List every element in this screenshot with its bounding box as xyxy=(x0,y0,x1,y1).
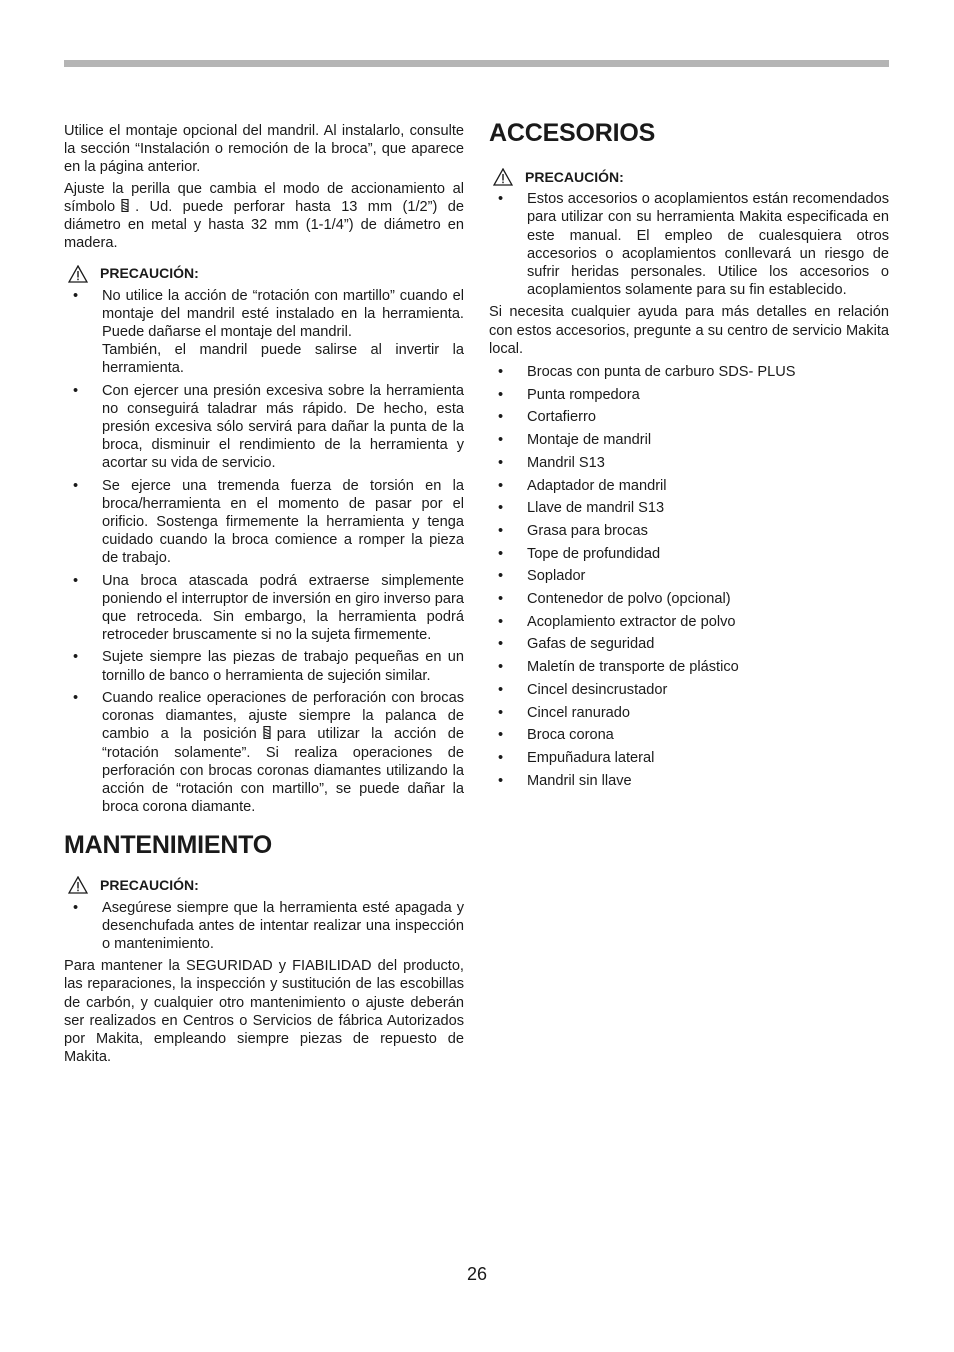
warning-triangle-icon xyxy=(68,265,88,283)
list-item: • Brocas con punta de carburo SDS- PLUS xyxy=(498,364,796,381)
list-item: • Adaptador de mandril xyxy=(498,477,667,494)
list-item: • Tope de profundidad xyxy=(498,545,661,562)
caution-text: Asegúrese siempre que la herramienta esté apagada y desenchufada antes de intentar realizar una inspección o mantenimiento. xyxy=(102,899,464,952)
list-item: • Broca corona xyxy=(498,727,614,744)
list-item: • Estos accesorios o acoplamientos están recomendados para utilizar con su herramienta Makita especificada en este manual. El empleo de cualesquiera otros accesorios o acoplamientos conllevará un riesgo de sufrir heridas personales. Utilice los accesorios o acoplamientos solamente para su fin establecido. xyxy=(498,191,889,299)
caution-text: Con ejercer una presión excesiva sobre la herramienta no conseguirá taladrar más rápido. De hecho, esta presión excesiva sólo servirá para dañar la punta de la broca, disminuir el rendimiento de la herramienta y acortar su vida de servicio. xyxy=(102,382,464,472)
list-item: • Mandril S13 xyxy=(498,454,605,471)
list-item: • Cortafierro xyxy=(498,409,596,426)
caution-text: También, el mandril puede salirse al invertir la herramienta. xyxy=(102,342,464,377)
caution-heading xyxy=(68,264,464,282)
list-item: • No utilice la acción de “rotación con martillo” cuando el montaje del mandril esté instalado en la herramienta. Puede dañarse el montaje del mandril. También, el mandril puede salirse al invertir la herramienta. xyxy=(73,287,464,377)
list-item: • Soplador xyxy=(498,568,586,585)
list-item: • Con ejercer una presión excesiva sobre la herramienta no conseguirá taladrar más rápido. De hecho, esta presión excesiva sólo servirá para dañar la punta de la broca, disminuir el rendimiento de la herramienta y acortar su vida de servicio. xyxy=(73,382,464,472)
accessories-title: ACCESORIOS xyxy=(489,119,656,147)
list-item: • Montaje de mandril xyxy=(498,432,652,449)
drill-rotation-symbol-icon xyxy=(263,726,271,739)
left-column xyxy=(64,122,464,1069)
list-item: • Grasa para brocas xyxy=(498,522,648,539)
list-item: • Se ejerce una tremenda fuerza de torsión en la broca/herramienta en el momento de pasar por el orificio. Sostenga firmemente la herramienta y tenga cuidado cuando la broca comience a romper la pieza de trabajo. xyxy=(73,477,464,567)
accessories-caution-list xyxy=(489,190,889,299)
list-item: • Una broca atascada podrá extraerse simplemente poniendo el interruptor de inversión en giro inverso para que retroceda. Sin embargo, la herramienta podrá retroceder bruscamente si no la sujeta firmemente. xyxy=(73,572,464,644)
header-rule xyxy=(64,60,889,67)
caution-label: PRECAUCIÓN: xyxy=(100,877,199,894)
drill-rotation-symbol-icon xyxy=(121,199,129,212)
list-item: • Acoplamiento extractor de polvo xyxy=(498,613,736,630)
intro-paragraph-1: Utilice el montaje opcional del mandril. Al instalarlo, consulte la sección “Instalación o remoción de la broca”, que aparece en la página anterior. xyxy=(64,123,464,176)
caution-list xyxy=(64,287,464,817)
warning-triangle-icon xyxy=(493,168,513,186)
warning-triangle-icon xyxy=(68,876,88,894)
list-item: • Maletín de transporte de plástico xyxy=(498,659,739,676)
list-item: • Punta rompedora xyxy=(498,386,640,403)
list-item: • Mandril sin llave xyxy=(498,772,632,789)
list-item: • Gafas de seguridad xyxy=(498,636,655,653)
maintenance-caution-list xyxy=(64,899,464,954)
caution-text: Cuando realice operaciones de perforación con brocas coronas diamantes, ajuste siempre la palanca de cambio a la posición xyxy=(102,689,464,743)
intro-text-b: . Ud. puede perforar hasta 13 mm (1/2”) de diámetro en metal y hasta 32 mm (1-1/4”) de diámetro en madera. xyxy=(64,198,464,252)
page-number: 26 xyxy=(466,1264,488,1284)
list-item: • Asegúrese siempre que la herramienta esté apagada y desenchufada antes de intentar realizar una inspección o mantenimiento. xyxy=(73,899,464,952)
caution-heading xyxy=(68,876,464,894)
accessories-list xyxy=(489,363,889,790)
intro-paragraph-2 xyxy=(64,180,464,253)
caution-text: Una broca atascada podrá extraerse simplemente poniendo el interruptor de inversión en giro inverso para que retroceda. Sin embargo, la herramienta podrá retroceder bruscamente si no la sujeta firmemente. xyxy=(102,572,464,644)
list-item: • Empuñadura lateral xyxy=(498,749,655,766)
list-item: • Cincel desincrustador xyxy=(498,681,668,698)
caution-heading xyxy=(493,168,889,186)
list-item: • Llave de mandril S13 xyxy=(498,500,665,517)
caution-text: No utilice la acción de “rotación con martillo” cuando el montaje del mandril esté instalado en la herramienta. Puede dañarse el montaje del mandril. xyxy=(102,287,464,341)
caution-text: Se ejerce una tremenda fuerza de torsión en la broca/herramienta en el momento de pasar por el orificio. Sostenga firmemente la herramienta y tenga cuidado cuando la broca comience a romper la pieza de trabajo. xyxy=(102,477,464,567)
list-item: • Contenedor de polvo (opcional) xyxy=(498,591,731,608)
list-item: • Sujete siempre las piezas de trabajo pequeñas en un tornillo de banco o herramienta de sujeción similar. xyxy=(73,649,464,684)
intro-text-a: Ajuste la perilla que cambia el modo de accionamiento al símbolo xyxy=(64,180,464,215)
caution-label: PRECAUCIÓN: xyxy=(525,169,624,185)
caution-text: Sujete siempre las piezas de trabajo pequeñas en un tornillo de banco o herramienta de sujeción similar. xyxy=(102,649,464,684)
caution-text: para utilizar la acción de “rotación solamente”. Si realiza operaciones de perforación con brocas coronas diamantes utilizando la acción de “rotación con martillo”, se puede dañar la broca corona diamante. xyxy=(102,726,464,816)
caution-label: PRECAUCIÓN: xyxy=(100,265,199,282)
right-column xyxy=(489,118,889,794)
list-item: • Cuando realice operaciones de perforación con brocas coronas diamantes, ajuste siempre la palanca de cambio a la posición para utilizar la acción de “rotación solamente”. Si realiza operaciones de perforación con brocas coronas diamantes utilizando la acción de “rotación con martillo”, se puede dañar la broca corona diamante. xyxy=(73,689,464,816)
maintenance-title: MANTENIMIENTO xyxy=(64,831,273,860)
maintenance-paragraph: Para mantener la SEGURIDAD y FIABILIDAD del producto, las reparaciones, la inspección y sustitución de las escobillas de carbón, y cualquier otro mantenimiento o ajuste deberán ser realizados en Centros o Servicios de fábrica Autorizados por Makita, empleando siempre piezas de repuesto de Makita. xyxy=(64,958,464,1066)
caution-text: Estos accesorios o acoplamientos están recomendados para utilizar con su herramienta Makita especificada en este manual. El empleo de cualesquiera otros accesorios o acoplamientos conllevará un riesgo de sufrir heridas personales. Utilice los accesorios o acoplamientos solamente para su fin establecido. xyxy=(527,191,889,299)
list-item: • Cincel ranurado xyxy=(498,704,631,721)
help-paragraph: Si necesita cualquier ayuda para más detalles en relación con estos accesorios, pregunte a su centro de servicio Makita local. xyxy=(489,304,889,357)
